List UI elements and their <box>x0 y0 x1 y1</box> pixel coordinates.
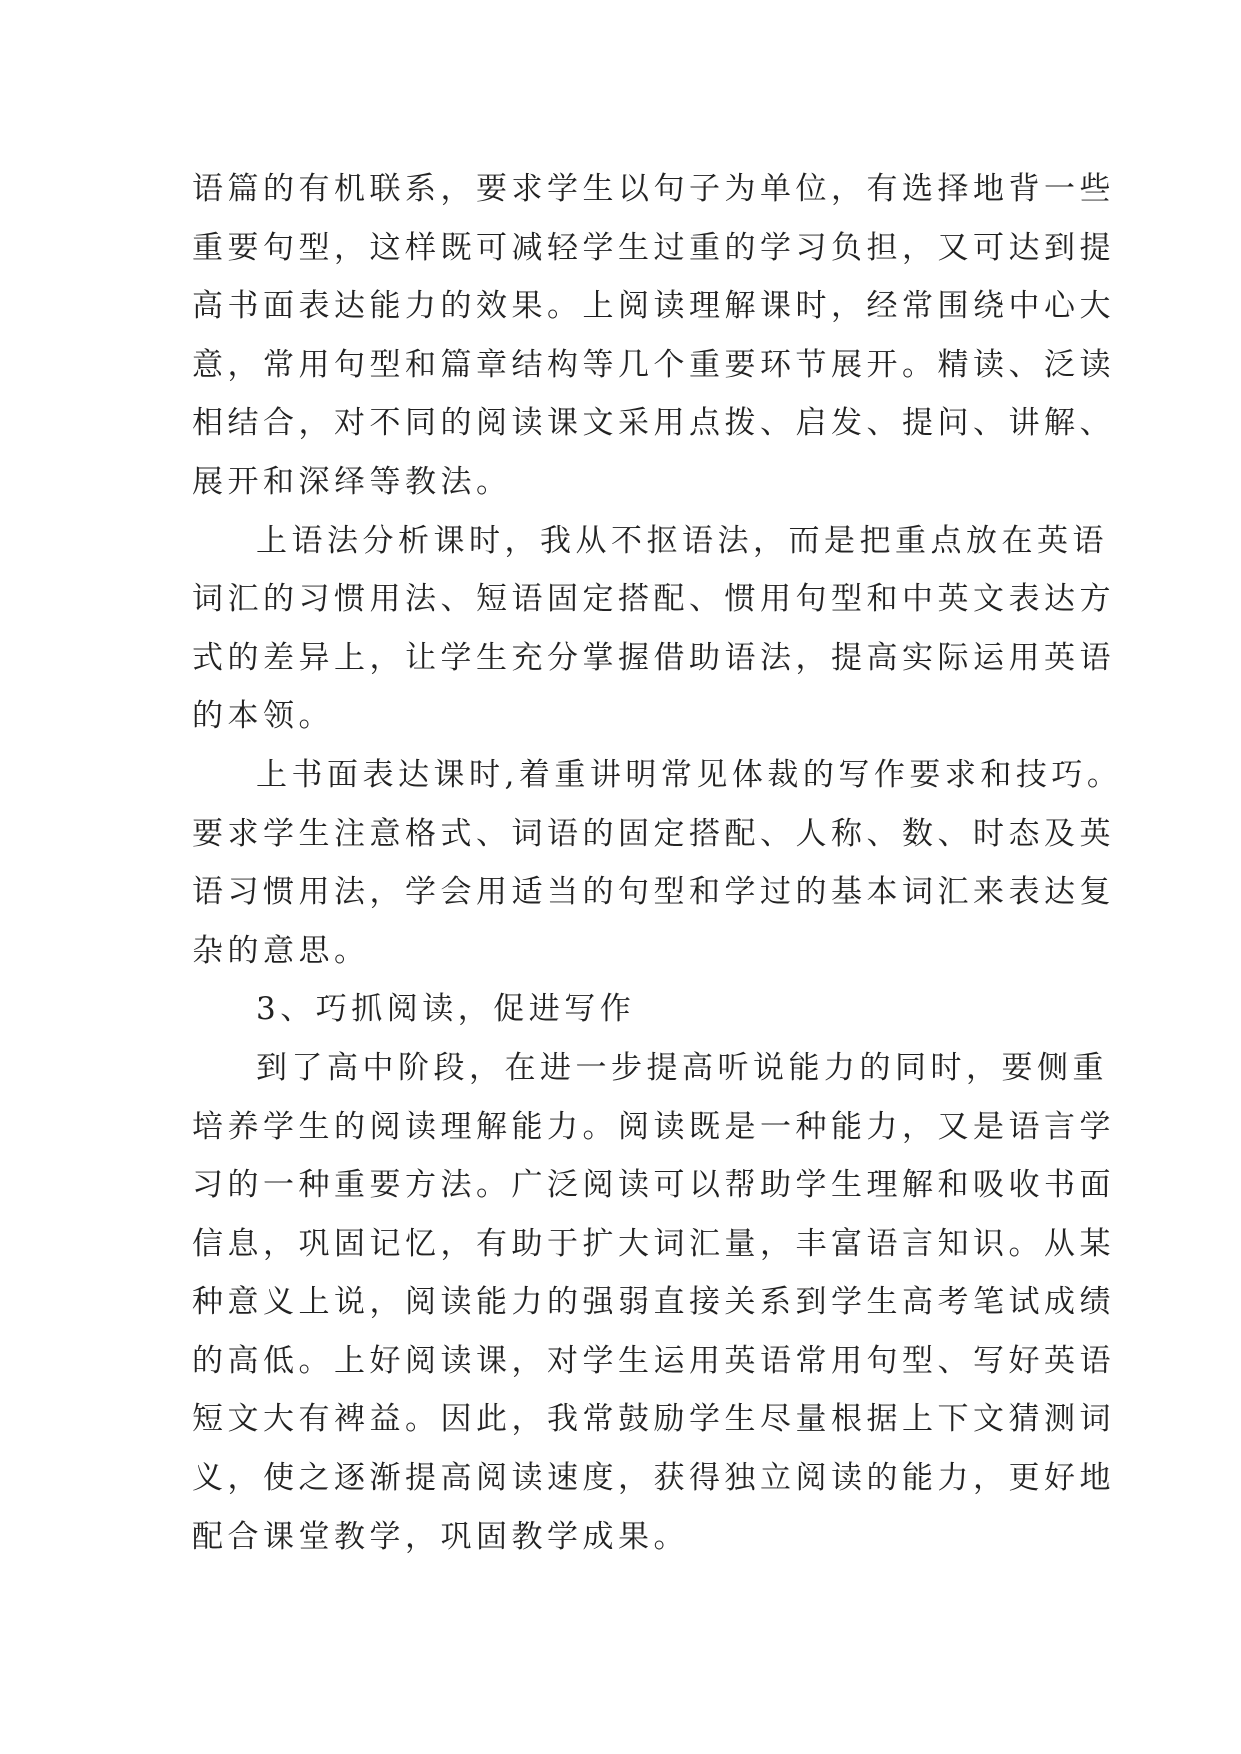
text-line-23: 义，使之逐渐提高阅读速度，获得独立阅读的能力，更好地 <box>192 1460 1115 1497</box>
text-line-2: 重要句型，这样既可减轻学生过重的学习负担，又可达到提 <box>192 229 1115 266</box>
text-line-6: 展开和深绎等教法。 <box>192 463 512 500</box>
text-line-14: 杂的意思。 <box>192 932 370 969</box>
text-line-11: 上书面表达课时,着重讲明常见体裁的写作要求和技巧。 <box>256 756 1123 793</box>
text-line-10: 的本领。 <box>192 698 334 735</box>
section-heading: 3、巧抓阅读，促进写作 <box>256 991 636 1028</box>
text-line-12: 要求学生注意格式、词语的固定搭配、人称、数、时态及英 <box>192 815 1115 852</box>
text-line-1: 语篇的有机联系，要求学生以句子为单位，有选择地背一些 <box>192 171 1115 207</box>
text-line-9: 式的差异上，让学生充分掌握借助语法，提高实际运用英语 <box>192 639 1115 676</box>
body-text <box>192 160 1123 1566</box>
text-line-3: 高书面表达能力的效果。上阅读理解课时，经常围绕中心大 <box>192 288 1115 325</box>
text-line-13: 语习惯用法，学会用适当的句型和学过的基本词汇来表达复 <box>192 874 1115 911</box>
text-line-17: 培养学生的阅读理解能力。阅读既是一种能力，又是语言学 <box>192 1108 1115 1145</box>
text-line-5: 相结合，对不同的阅读课文采用点拨、启发、提问、讲解、 <box>192 405 1115 442</box>
text-line-24: 配合课堂教学，巩固教学成果。 <box>192 1518 689 1555</box>
text-line-22: 短文大有裨益。因此，我常鼓励学生尽量根据上下文猜测词 <box>192 1401 1115 1438</box>
text-line-8: 词汇的习惯用法、短语固定搭配、惯用句型和中英文表达方 <box>192 581 1115 618</box>
text-line-7: 上语法分析课时，我从不抠语法，而是把重点放在英语 <box>256 522 1108 559</box>
text-line-18: 习的一种重要方法。广泛阅读可以帮助学生理解和吸收书面 <box>192 1167 1115 1204</box>
text-line-19: 信息，巩固记忆，有助于扩大词汇量，丰富语言知识。从某 <box>192 1225 1115 1262</box>
text-line-20: 种意义上说，阅读能力的强弱直接关系到学生高考笔试成绩 <box>192 1284 1115 1321</box>
text-line-4: 意，常用句型和篇章结构等几个重要环节展开。精读、泛读 <box>192 346 1115 383</box>
text-line-21: 的高低。上好阅读课，对学生运用英语常用句型、写好英语 <box>192 1342 1115 1379</box>
text-line-16: 到了高中阶段，在进一步提高听说能力的同时，要侧重 <box>256 1049 1108 1086</box>
